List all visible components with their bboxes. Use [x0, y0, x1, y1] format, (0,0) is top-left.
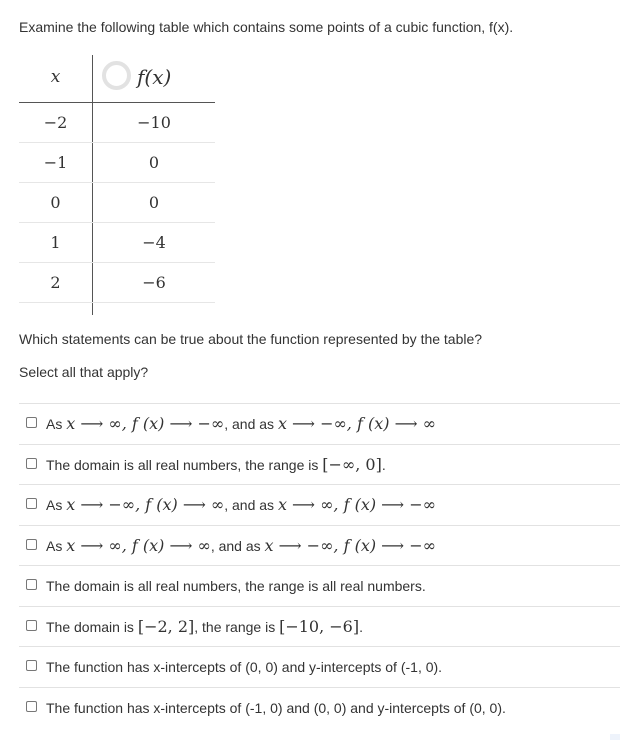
- checkbox[interactable]: [26, 458, 37, 469]
- question-text: Which statements can be true about the function represented by the table?: [19, 331, 483, 347]
- option-label[interactable]: The domain is all real numbers, the range is all real numbers.: [46, 578, 426, 594]
- option-label[interactable]: The function has x-intercepts of (-1, 0) and (0, 0) and y-intercepts of (0, 0).: [46, 699, 506, 716]
- option-label[interactable]: The domain is all real numbers, the range is [−∞, 0].: [46, 454, 386, 474]
- cell-x: −2: [43, 113, 68, 132]
- answer-options: [19, 403, 620, 727]
- checkbox[interactable]: [26, 660, 37, 671]
- cell-fx: −4: [142, 233, 166, 252]
- table-row: [19, 223, 215, 263]
- answer-option[interactable]: [19, 606, 620, 647]
- column-header-x: x: [50, 67, 61, 87]
- checkbox[interactable]: [26, 620, 37, 631]
- table-row: [19, 143, 215, 183]
- cell-x: 2: [50, 273, 61, 292]
- table-row: [19, 103, 215, 143]
- cell-x: 1: [50, 233, 61, 252]
- cell-fx: 0: [148, 153, 160, 172]
- loading-ring-icon: [102, 61, 131, 90]
- corner-decoration: [610, 734, 620, 740]
- cell-x: −1: [43, 153, 68, 172]
- answer-option[interactable]: [19, 687, 620, 728]
- checkbox[interactable]: [26, 498, 37, 509]
- answer-option[interactable]: [19, 646, 620, 687]
- answer-option[interactable]: [19, 565, 620, 606]
- answer-option[interactable]: [19, 444, 620, 485]
- option-label[interactable]: As x ⟶ −∞, f (x) ⟶ ∞, and as x ⟶ ∞, f (x) ⟶ −∞: [46, 495, 436, 514]
- checkbox[interactable]: [26, 701, 37, 712]
- option-label[interactable]: The domain is [−2, 2], the range is [−10, −6].: [46, 616, 363, 636]
- cell-fx: −10: [137, 113, 171, 132]
- instruction-text: Select all that apply?: [19, 364, 149, 380]
- cell-fx: −6: [142, 273, 166, 292]
- table-row: [19, 183, 215, 223]
- checkbox[interactable]: [26, 539, 37, 550]
- table-row: [19, 263, 215, 303]
- checkbox[interactable]: [26, 417, 37, 428]
- option-label[interactable]: The function has x-intercepts of (0, 0) and y-intercepts of (-1, 0).: [46, 659, 443, 675]
- answer-option[interactable]: [19, 525, 620, 566]
- cell-fx: 0: [148, 193, 160, 212]
- column-header-fx: f(x): [137, 65, 172, 89]
- checkbox[interactable]: [26, 579, 37, 590]
- answer-option[interactable]: [19, 484, 620, 525]
- cell-x: 0: [50, 193, 61, 212]
- answer-option[interactable]: [19, 403, 620, 444]
- option-label[interactable]: As x ⟶ ∞, f (x) ⟶ −∞, and as x ⟶ −∞, f (x) ⟶ ∞: [46, 414, 436, 433]
- intro-text: Examine the following table which contains some points of a cubic function, f(x).: [19, 19, 514, 35]
- option-label[interactable]: As x ⟶ ∞, f (x) ⟶ ∞, and as x ⟶ −∞, f (x) ⟶ −∞: [46, 535, 436, 555]
